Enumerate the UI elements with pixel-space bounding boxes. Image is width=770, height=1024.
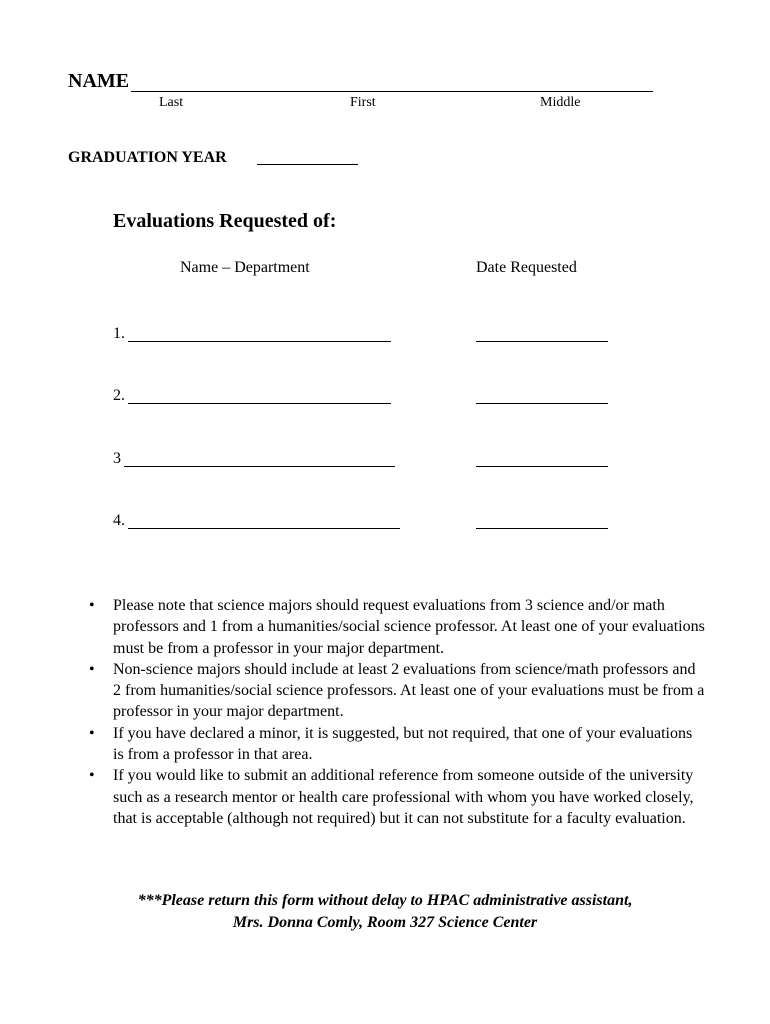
list-item bbox=[86, 765, 706, 829]
entry-number-1: 1. bbox=[113, 325, 125, 342]
bullet-icon: • bbox=[89, 660, 95, 678]
note-text: Please note that science majors should request evaluations from 3 science and/or math professors and 1 from a humanities/social science professor. At least one of your evaluations must be from a professor in your major department. bbox=[113, 597, 705, 657]
bullet-icon: • bbox=[89, 724, 95, 742]
name-field[interactable] bbox=[131, 91, 653, 92]
graduation-year-field[interactable] bbox=[257, 164, 358, 165]
return-instructions-line-2: Mrs. Donna Comly, Room 327 Science Center bbox=[232, 913, 538, 931]
column-header-date-requested: Date Requested bbox=[476, 259, 577, 276]
list-item bbox=[86, 723, 706, 766]
instructions-list bbox=[86, 595, 706, 829]
last-name-label: Last bbox=[159, 95, 184, 110]
evaluations-title: Evaluations Requested of: bbox=[113, 210, 337, 232]
middle-name-label: Middle bbox=[540, 95, 581, 110]
first-name-label: First bbox=[350, 95, 376, 110]
entry-number-4: 4. bbox=[113, 512, 125, 529]
list-item bbox=[86, 595, 706, 659]
entry-3-date-field[interactable] bbox=[476, 466, 608, 467]
entry-4-name-field[interactable] bbox=[128, 528, 400, 529]
name-label: NAME bbox=[68, 70, 130, 92]
entry-1-name-field[interactable] bbox=[128, 341, 391, 342]
column-header-name-department: Name – Department bbox=[180, 259, 310, 276]
return-instructions bbox=[0, 890, 770, 933]
entry-1-date-field[interactable] bbox=[476, 341, 608, 342]
graduation-year-label: GRADUATION YEAR bbox=[68, 149, 227, 166]
entry-4-date-field[interactable] bbox=[476, 528, 608, 529]
entry-2-date-field[interactable] bbox=[476, 403, 608, 404]
return-instructions-line-1: ***Please return this form without delay to HPAC administrative assistant, bbox=[137, 892, 633, 909]
bullet-icon: • bbox=[89, 767, 95, 785]
entry-number-3: 3 bbox=[113, 450, 121, 467]
bullet-icon: • bbox=[89, 597, 95, 614]
list-item bbox=[86, 659, 706, 723]
note-text: If you have declared a minor, it is suggested, but not required, that one of your evaluations is from a professor in that area. bbox=[113, 724, 693, 764]
entry-2-name-field[interactable] bbox=[128, 403, 391, 404]
note-text: Non-science majors should include at least 2 evaluations from science/math professors and 2 from humanities/social science professors. At least one of your evaluations must be from a professor in your major department. bbox=[113, 660, 705, 721]
entry-3-name-field[interactable] bbox=[124, 466, 395, 467]
note-text: If you would like to submit an additional reference from someone outside of the university such as a research mentor or health care professional with whom you have worked closely, that is acceptable (although not required) but it can not substitute for a faculty evaluation. bbox=[113, 767, 694, 827]
entry-number-2: 2. bbox=[113, 387, 125, 404]
